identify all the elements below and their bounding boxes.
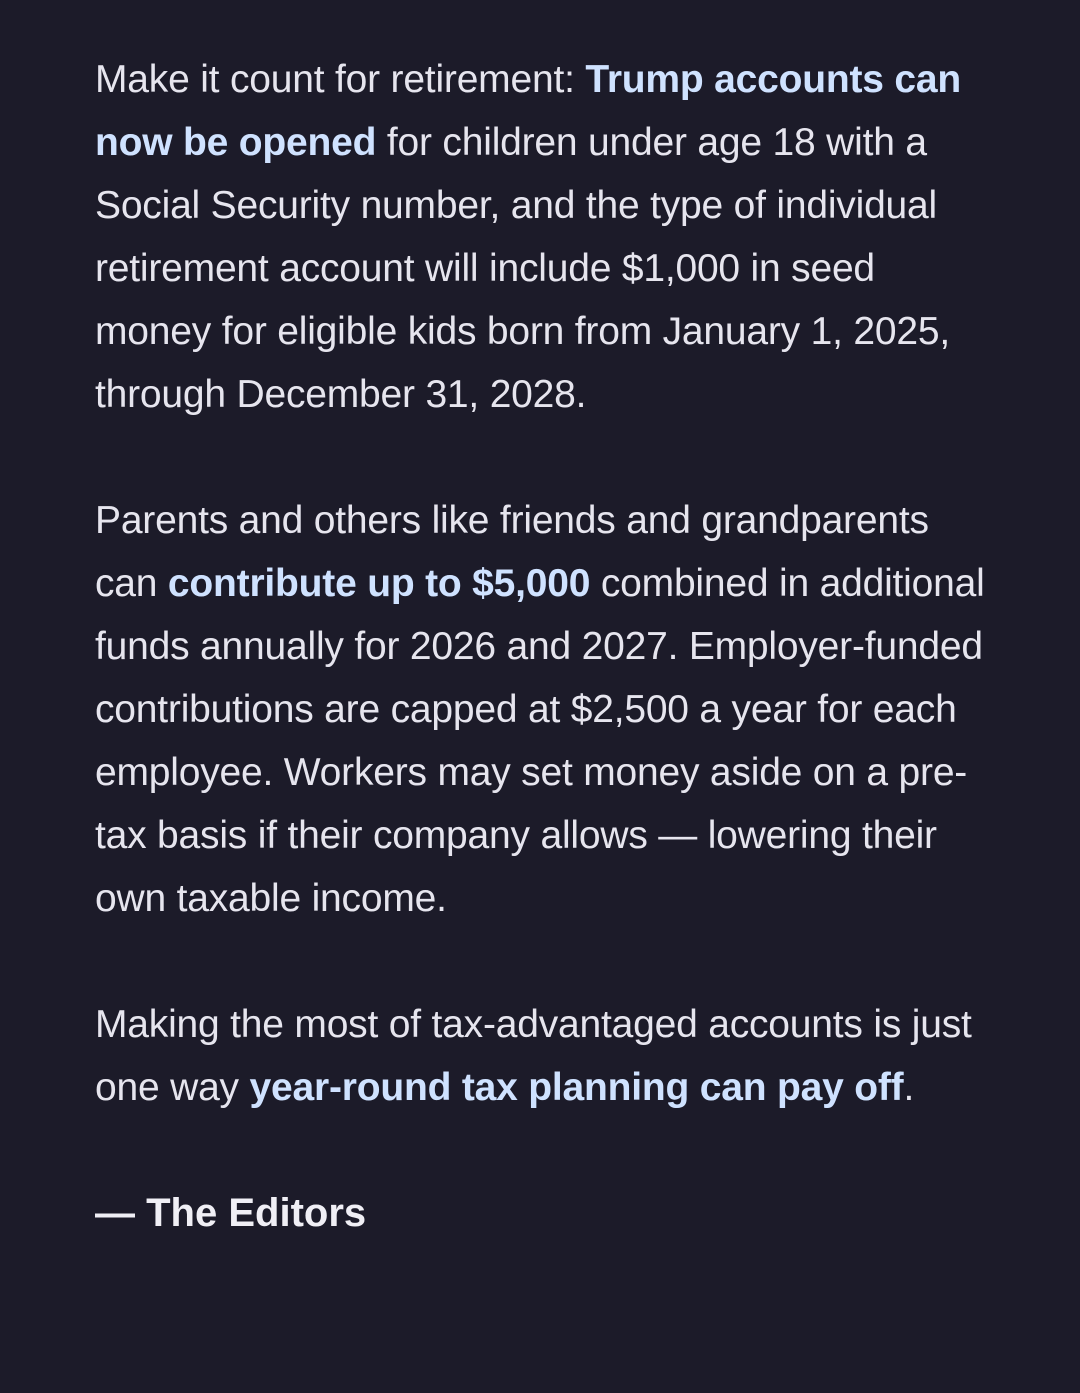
trump-accounts-link[interactable]: Trump accounts can now be opened — [95, 58, 962, 164]
contribute-limit-link[interactable]: contribute up to $5,000 — [167, 562, 591, 605]
paragraph-trump-accounts — [95, 48, 995, 426]
paragraph-text: combined in additional funds annually for 2026 and 2027. Employer-funded contributions are capped at $2,500 a year for each employee. Workers may set money aside on a pre-tax basis if their company allows — lowering their own taxable income. — [95, 562, 985, 920]
paragraph-text: for children under age 18 with a Social Security number, and the type of individual retirement account will include $1,000 in seed money for eligible kids born from January 1, 2025, through December 31, 2028. — [95, 121, 950, 416]
paragraph-text: Parents and others like friends and grandparents can — [95, 499, 929, 605]
article-body — [95, 48, 995, 1245]
paragraph-contributions — [95, 489, 995, 930]
editors-signature: — The Editors — [95, 1191, 367, 1235]
paragraph-text: Making the most of tax-advantaged accounts is just one way — [95, 1003, 972, 1109]
paragraph-text: . — [903, 1066, 915, 1109]
tax-planning-link[interactable]: year-round tax planning can pay off — [249, 1066, 904, 1109]
paragraph-text: Make it count for retirement: — [95, 58, 586, 101]
paragraph-tax-planning — [95, 993, 995, 1119]
